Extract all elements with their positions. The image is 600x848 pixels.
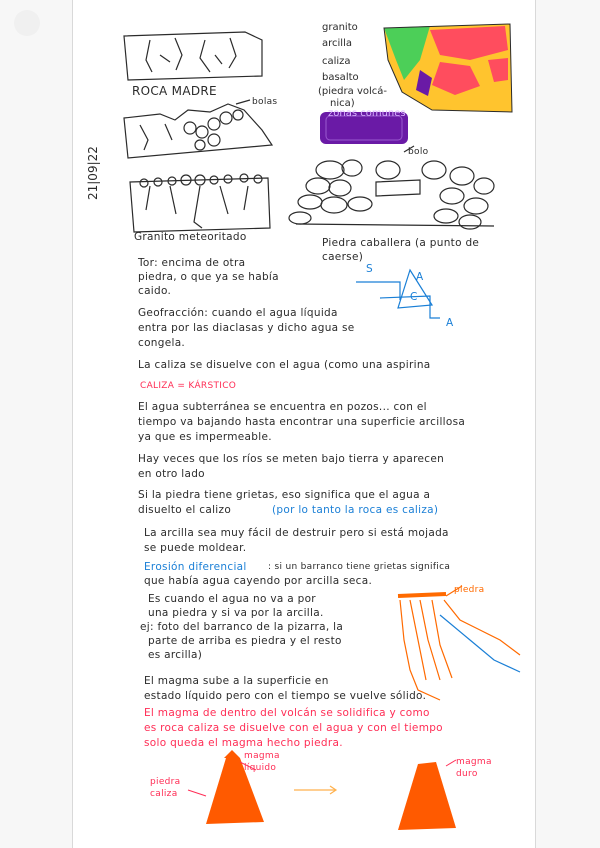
note-rios-1: Hay veces que los ríos se meten bajo tierra y aparecen [138, 453, 445, 465]
note-volcan-3: solo queda el magma hecho piedra. [144, 737, 343, 749]
note-magma-1: El magma sube a la superficie en [144, 675, 329, 687]
note-grietas-2a: disuelto el calizo [138, 504, 232, 516]
volcano-hard [398, 760, 456, 830]
legend-granito: granito [322, 22, 358, 33]
piedra-caballera-drawing [289, 146, 494, 229]
magma-duro-label: magma duro [456, 757, 492, 779]
note-arcilla-1: La arcilla sea muy fácil de destruir pero si está mojada [144, 527, 449, 539]
date-label: 21|09|22 [86, 146, 100, 200]
note-tor-2: piedra, o que ya se había [138, 271, 279, 283]
bolas-label: bolas [252, 97, 278, 107]
note-volcan-2: es roca caliza se disuelve con el agua y con el tiempo [144, 722, 443, 734]
note-ej-1: ej: foto del barranco de la pizarra, la [140, 621, 344, 633]
note-karstico: CALIZA = KÁRSTICO [140, 381, 237, 391]
bolo-label: bolo [408, 147, 429, 157]
granito-meteoritado-drawing [130, 174, 270, 232]
sca-diagram [356, 270, 440, 318]
note-volcan-1: El magma de dentro del volcán se solidifica y como [144, 707, 430, 719]
note-erosion-2: que había agua cayendo por arcilla seca. [144, 575, 373, 587]
note-erosion-1: : si un barranco tiene grietas significa [268, 562, 451, 572]
sca-a: A [416, 271, 424, 283]
note-agua-2: tiempo va bajando hasta encontrar una superficie arcillosa [138, 416, 466, 428]
sca-c: C [410, 291, 418, 303]
legend-caliza: caliza [322, 56, 351, 67]
legend-piedra-volcanica: (piedra volcá- [318, 86, 387, 97]
note-gelifraccion-3: congela. [138, 337, 186, 349]
note-cuando-1: Es cuando el agua no va a por [148, 593, 316, 605]
granito-meteoritado-label: Granito meteoritado [134, 231, 247, 243]
note-erosion-label: Erosión diferencial [144, 561, 247, 573]
sca-s: S [366, 263, 373, 275]
piedra-caliza-label: piedra caliza [150, 777, 181, 799]
arrow-right [294, 786, 336, 794]
note-gelifraccion-2: entra por las diaclasas y dicho agua se [138, 322, 355, 334]
note-agua-3: ya que es impermeable. [138, 431, 272, 443]
piedra-caballera-label: Piedra caballera (a punto de [322, 237, 480, 249]
note-ej-2: parte de arriba es piedra y el resto [148, 635, 342, 647]
barranco-sketch [398, 586, 520, 700]
note-rios-2: en otro lado [138, 468, 205, 480]
piedra-label: piedra [454, 585, 485, 595]
note-grietas-1: Si la piedra tiene grietas, eso significa que el agua a [138, 489, 431, 501]
note-grietas-2b: (por lo tanto la roca es caliza) [272, 504, 439, 516]
note-tor-1: Tor: encima de otra [138, 257, 246, 269]
magma-liquido-label: magma líquido [244, 751, 280, 773]
note-cuando-2: una piedra y si va por la arcilla. [148, 607, 324, 619]
note-gelifraccion-1: Geofracción: cuando el agua líquida [138, 307, 338, 319]
zonas-label: zonas comunes [328, 108, 406, 119]
roca-madre-drawing [124, 32, 262, 80]
note-caliza: La caliza se disuelve con el agua (como una aspirina [138, 359, 431, 371]
piedra-caballera-label-2: caerse) [322, 251, 364, 263]
legend-nica: nica) [330, 98, 355, 109]
sca-a2: A [446, 317, 454, 329]
legend-basalto: basalto [322, 72, 359, 83]
note-arcilla-2: se puede moldear. [144, 542, 247, 554]
note-agua-1: El agua subterránea se encuentra en pozos... con el [138, 401, 427, 413]
note-ej-3: es arcilla) [148, 649, 203, 661]
bolas-drawing [124, 100, 272, 158]
roca-madre-label: ROCA MADRE [132, 84, 217, 98]
note-tor-3: caido. [138, 285, 172, 297]
legend-arcilla: arcilla [322, 38, 352, 49]
note-magma-2: estado líquido pero con el tiempo se vuelve sólido. [144, 690, 427, 702]
